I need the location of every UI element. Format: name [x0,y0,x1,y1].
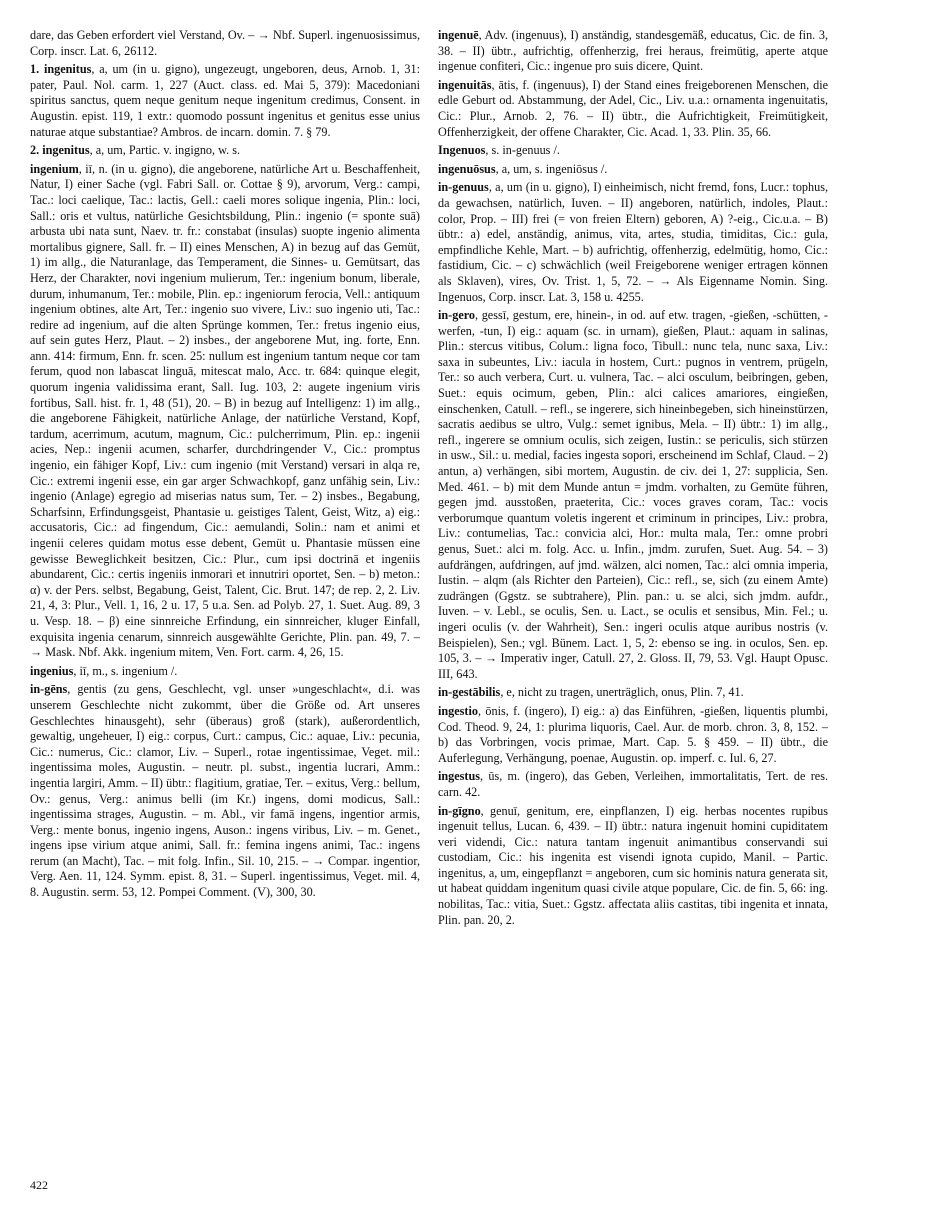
entry-text: , ūs, m. (ingero), das Geben, Verleihen, immortalitatis, Tert. de res. carn. 42. [438,769,828,799]
dictionary-entry [30,28,420,59]
dictionary-entry [438,78,828,140]
entry-headword: ingestio [438,703,478,718]
entry-text: , gessī, gestum, ere, hinein-, in od. auf etw. tragen, -gießen, -schütten, -werfen, -tun, I) eig.: aquam (sc. in urnam), gießen, Plaut.: aquam in salinas, Plin.: stercus vitibus, Colum.: ligna foco, Tibull.: nunc tela, nunc saxa, Liv.: saxa in subeuntes, Liv.: iacula in hostem, Curt.: pugnos in ventrem, prügeln, Ter.: so auch verbera, Curt. u. vulnera, Tac. – alci osculum, beibringen, geben, Suet.: equis ocimum, geben, Plin.: alci calices amariores, eingießen, einschenken, Catull. – refl., se ingerere, sich hineinbegeben, sich hineinstürzen, sacratis aedibus se ultro, Vulg.: semet ignibus, Mela. – II) übtr.: 1) im allg., refl., ingerere se omnium oculis, sich zeigen, Iustin.: se periculis, sich stürzen in usw., Sil.: u. medial, facies ingesta sopori, erscheinend im Schlaf, Claud. – 2) antun, a) verhängen, sibi mortem, Augustin. de civ. dei 1, 27: supplicia, Sen. Med. 461. – b) mit dem Munde antun = jmdm. vorhalten, zu Gemüte führen, gegen jmd. ausstoßen, praeterita, Cic.: voces graves coram, Tac.: vocis verborumque quantum voletis ingerent et criminum in principes, Liv.: probra, Liv.: contumelias, Tac.: convicia alci, Hor.: multa mala, Ter.: omne probri genus, Suet.: alci m. folg. Acc. u. Infin., jmdm. zurufen, Suet. Aug. 54. – 3) aufdrängen, aufdringen, auf jmd. wälzen, alci nomen, Tac.: alci omnia imperia, Iustin. – alqm (als Richter den Parteien), Cic.: refl., se, sich (zu einem Amte) zudrängen (Ggstz. se subtrahere), Plin. pan.: u. se alci, sich jmdm. aufdr., Iuven. – v. Lebl., se oculis, Sen. u. Lact., se oculis et sensibus, Min. Fel.; u. ingeri oculis (v. der Wahrheit), Sen.: ingeri oculis atque auribus nostris (v. Beispielen), Sen.; vgl. Bünem. Lact. 1, 5, 2: ebenso se ing. in oculos, Sen. ep. 105, 3. – → Imperativ inger, Catull. 27, 2. Gloss. II, 79, 53. Vgl. Haupt Opusc. III, 643. [438,308,828,681]
entry-text: , a, um, Partic. v. ingigno, w. s. [89,143,241,158]
entry-headword: 1. ingenitus [30,62,92,77]
entry-headword: Ingenuos [438,143,486,158]
dictionary-entry [438,308,828,682]
entry-text: , iī, m., s. ingenium /. [73,663,178,678]
entry-headword: ingenuōsus [438,161,496,176]
entry-text: , s. in-genuus /. [485,143,560,158]
dictionary-entry [438,143,828,159]
dictionary-entry [438,180,828,305]
page-number: 422 [30,1178,48,1192]
entry-text: , ātis, f. (ingenuus), I) der Stand eines freigeborenen Menschen, die edle Geburt od. Abstammung, der Adel, Cic., Liv. u.a.: ornamenta ingenuitatis, Cic.: Plur., Arnob. 2, 76. – II) übtr., die Aufrichtigkeit, Freimütigkeit, Offenherzigkeit, der offene Charakter, Cic. Acad. 1, 33. Plin. 35, 66. [438,77,828,139]
dictionary-entry [438,804,828,929]
entry-headword: 2. ingenitus [30,143,90,158]
entry-headword: ingestus [438,769,480,784]
dictionary-entry [30,664,420,680]
dictionary-entry [30,62,420,140]
entry-text: , gentis (zu gens, Geschlecht, vgl. unser »ungeschlacht«, d.i. was unserem Geschlechte nicht zukommt, über die Größe od. Art unseres Geschlechtes hinausgeht), sehr (überaus) groß (stark), außerordentlich, gewaltig, ungeheuer, I) eig.: corpus, Curt.: campus, Cic.: aquae, Liv.: pecunia, Cic.: numerus, Cic.: clamor, Liv. – Superl., rotae ingentissimae, Veget. mil.: ingentissima moles, Augustin. – neutr. pl. subst., ingentia lucrari, Amm.: ingentia largiri, Amm. – II) übtr.: flagitium, gratiae, Ter. – exitus, Verg.: bellum, Ov.: genus, Verg.: animus belli (im Kr.) ingens, domi modicus, Sall.: ingentissima strages, Augustin. – m. Abl., vir famā ingens, ingentior armis, Verg.: mente bonus, ingenio ingens, Auson.: ingens viribus, Liv. – m. Genet., ingens ipse virium atque animi, Sall. fr.: femina ingens animi, Tac.: ingens rerum (an Macht), Tac. – mit folg. Infin., Sil. 10, 215. – → Compar. ingentior, Verg. Aen. 11, 124. Symm. epist. 8, 31. – Superl. ingentissimus, Veget. mil. 4, 8. Augustin. serm. 53, 12. Pompei Comment. (V), 300, 30. [30,682,420,900]
entry-text: , e, nicht zu tragen, unerträglich, onus, Plin. 7, 41. [500,685,744,700]
right-column [438,28,828,931]
dictionary-entry [438,28,828,75]
entry-headword: ingenius [30,663,74,678]
entry-text: , a, um (in u. gigno), ungezeugt, ungeboren, deus, Arnob. 1, 31: pater, Paul. Nol. carm. 1, 227 (Auct. class. ed. Mai 5, 379): Macedoniani spiritus sanctus, quem neque genitum neque ingenitum credimus, Consent. in Augustin. epist. 119, 1 extr.: quomodo possunt ingenitus et genitus esse unius naturae atque substantiae? Ambros. de incarn. domin. 7. § 79. [30,62,420,139]
dictionary-entry [30,682,420,900]
left-column [30,28,420,904]
entry-headword: ingenium [30,161,79,176]
entry-text: , a, um (in u. gigno), I) einheimisch, nicht fremd, fons, Lucr.: tophus, da gewachsen, natürlich, Iuven. – II) angeboren, natürlich, indoles, Plaut.: color, Prop. – III) frei (= von freien Eltern) geboren, A) ?-eig., Cic.u.a. – B) übtr.: a) edel, anständig, animus, vita, artes, studia, timiditas, Cic.: gula, empfindliche Kehle, Mart. – b) aufrichtig, offenherzig, edelmütig, homo, Cic.: fastidium, Cic. – c) schwächlich (weil Freigeborene weniger ertragen können als Sklaven), vires, Ov. Trist. 1, 5, 72. – → Als Eigenname Nomin. Sing. Ingenuos, Corp. inscr. Lat. 3, 158 u. 4255. [438,180,828,304]
entry-headword: ingenuē [438,28,479,42]
dictionary-entry [438,769,828,800]
dictionary-entry [30,143,420,159]
entry-headword: in-gero [438,308,476,323]
dictionary-entry [438,162,828,178]
entry-headword: in-gīgno [438,803,481,818]
dictionary-entry [30,162,420,661]
entry-headword: ingenuitās [438,77,492,92]
entry-text: , ōnis, f. (ingero), I) eig.: a) das Einführen, -gießen, liquentis plumbi, Cod. Theod. 9, 24, 1: plurima liquoris, Cael. Aur. de morb. chron. 3, 8, 152. – b) das Vorbringen, vocis primae, Mart. Cap. 5. § 459. – II) übtr., die Auferlegung, Verhängung, poenae, Augustin. op. imperf. c. Iul. 6, 27. [438,703,828,765]
entry-text: , a, um, s. ingeniōsus /. [495,161,608,176]
entry-headword: in-gēns [30,682,68,697]
entry-text: , genuī, genitum, ere, einpflanzen, I) eig. herbas nocentes rupibus ingenuit tellus, Lucan. 6, 439. – II) übtr.: natura ingenuit homini cupiditatem veri videndi, Cic.: natura tantam ingenuit animantibus conservandi sui custodiam, Cic.: his ingenita est visendi ignota cupido, Manil. – Partic. ingenitus, a, um, eingepflanzt = angeboren, cum sic hominis natura generata sit, ut habeat quiddam ingenitum quasi civile atque populare, Cic. de fin. 5, 66: ing. nobilitas, Tac.: vitia, Suet.: Ggstz. affectata aliis castitas, tibi ingenita et innata, Plin. pan. 20, 2. [438,803,828,927]
entry-text: dare, das Geben erfordert viel Verstand, Ov. – → Nbf. Superl. ingenuosissimus, Corp. inscr. Lat. 6, 26112. [30,28,420,58]
dictionary-entry [438,685,828,701]
entry-headword: in-genuus [438,180,489,195]
dictionary-entry [438,704,828,766]
entry-text: , Adv. (ingenuus), I) anständig, standesgemäß, educatus, Cic. de fin. 3, 38. – II) übtr., aufrichtig, offenherzig, frei heraus, freimütig, aperte atque ingenue confiteri, Cic.: ingenue pro suis dicere, Quint. [438,28,828,74]
entry-headword: in-gestābilis [438,685,501,700]
entry-text: , iī, n. (in u. gigno), die angeborene, natürliche Art u. Beschaffenheit, Natur, I) einer Sache (vgl. Fabri Sall. or. Cottae § 9), arvorum, Verg.: campi, Tac.: loci caelique, Tac.: lactis, Gell.: caeli mores solique ingenia, Plin.: loci, Sall.: oris et vultus, natürliche Gesichtsbildung, Plin.: ingenio (= sponte suā) arbusta ubi nata sunt, Naev. tr. fr.: constabat (insulas) suopte ingenio alimenta mortalibus gignere, Sall. fr. – II) eines Menschen, A) in bezug auf das Gemüt, 1) im allg., die Naturanlage, das Temperament, die Sinnes- u. Gemütsart, das Herz, der Charakter, novi ingenium mulierum, Ter.: ingenium bonum, liberale, durum, inhumanum, Ter.: mobile, Plin. ep.: ingeniorum ferocia, Vell.: antiquum ingenium obtines, alte Art, Ter.: ingenio suo vivere, Liv.: suo ingenio uti, Tac.: redire ad ingenium, auf die alten Sprünge kommen, Ter.: fretus ingenio eius, auf sein gutes Herz, Plaut. – 2) insbes., der angeborene Mut, ing. forte, Enn. ann. 414: firmum, Enn. fr. scen. 25: nullum est ingenium tantum neque cor tam ferum, quod non labascat linguā, mitescat malo, Acc. tr. 684: quinque elegit, quorum ingenia validissima erant, Sall. Iug. 103, 2: augete ingenium viris fortibus, Sall. hist. fr. 1, 48 (51), 20. – B) in bezug auf Intelligenz: 1) im allg., die angeborene Fähigkeit, natürliche Anlage, der natürliche Verstand, Kopf, tardum, acerrimum, acutum, magnum, Cic.: pulcherrimum, Plin. ep.: ingenii acies, Nep.: ingenii acumen, scharfer, durchdringender V., Cic.: promptus ingenio, ein fähiger Kopf, Liv.: cum ingenio (mit Verstand) versari in alqa re, Cic.: extremi ingenii esse, ein gar arger Schwachkopf, ganz unfähig sein, Liv.: ingenio (Anlage) egregio ad miserias natus sum, Ter. – 2) insbes., Begabung, Scharfsinn, Erfindungsgeist, Phantasie u. geistiges Talent, Geist, Witz, a) eig.: accusatoris, Cic.: ad fingendum, Cic.: aemulandi, Solin.: nam et animi et ingenii celeres quidam motus esse debent, Gemüt u. Phantasie müssen eine gewisse Beweglichkeit besitzen, Cic.: Plur., cum ipsi doctrinā et ingeniis abundarent, Cic.: certis ingeniis inmorari et innutriri oportet, Sen. – b) meton.: α) v. der Pers. selbst, Begabung, Geist, Talent, Cic. Brut. 147; de rep. 2, 2. Liv. 21, 4, 3: Plur., Vell. 1, 16, 2 u. 17, 5 u.a. Sen. ad Polyb. 27, 1. Suet. Aug. 89, 3 u. Vesp. 18. – β) eine sinnreiche Erfindung, ein sinnreicher, kluger Einfall, exquisita ingenia cenarum, sinnreich ausgewählte Gerichte, Plin. pan. 49, 7. – → Mask. Nbf. Akk. ingenium mitem, Ven. Fort. carm. 4, 26, 15. [30,161,420,660]
